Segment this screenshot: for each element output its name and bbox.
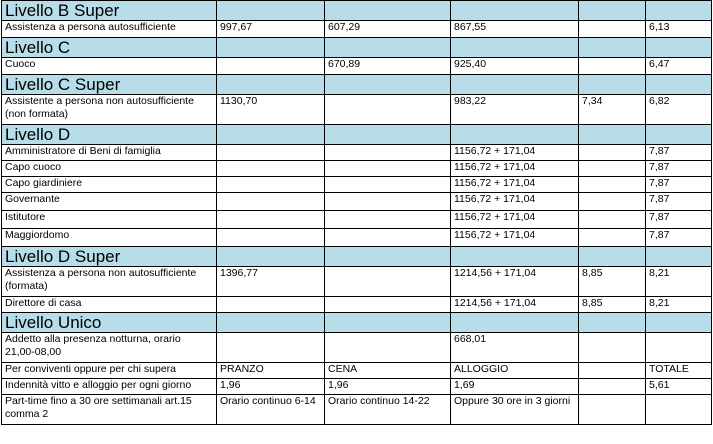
table-cell: 8,85 (579, 267, 646, 297)
section-header-cell (217, 38, 325, 58)
table-cell: 1,96 (217, 379, 325, 395)
section-heading: Livello C (2, 38, 217, 58)
section-heading: Livello B Super (2, 1, 217, 21)
table-cell: 7,87 (646, 193, 712, 211)
section-heading: Livello Unico (2, 313, 217, 333)
table-cell: 925,40 (451, 58, 579, 75)
table-cell: 7,87 (646, 229, 712, 247)
table-cell (325, 333, 451, 363)
table-row (2, 161, 712, 177)
table-cell: 1396,77 (217, 267, 325, 297)
table-cell: 1156,72 + 171,04 (451, 211, 579, 229)
table-cell (579, 363, 646, 379)
table-cell: 8,85 (579, 297, 646, 313)
section-header-cell (217, 75, 325, 95)
table-cell: Orario continuo 6-14 (217, 395, 325, 425)
section-header-cell (579, 38, 646, 58)
table-cell: 7,87 (646, 211, 712, 229)
section-heading: Livello D (2, 125, 217, 145)
table-cell: Assistente a persona non autosufficiente (non formata) (2, 95, 217, 125)
table-cell: Assistenza a persona autosufficiente (2, 21, 217, 38)
table-row (2, 193, 712, 211)
table-cell: 5,61 (646, 379, 712, 395)
table-cell: 983,22 (451, 95, 579, 125)
section-header-cell (325, 1, 451, 21)
section-header-cell (646, 125, 712, 145)
table-cell: 670,89 (325, 58, 451, 75)
section-header-cell (451, 1, 579, 21)
table-cell: 867,55 (451, 21, 579, 38)
table-cell (325, 177, 451, 193)
section-header-row (2, 1, 712, 21)
table-cell (579, 177, 646, 193)
section-header-cell (217, 247, 325, 267)
section-header-cell (646, 313, 712, 333)
table-cell (579, 395, 646, 425)
table-cell: Per conviventi oppure per chi supera (2, 363, 217, 379)
table-cell: 1156,72 + 171,04 (451, 229, 579, 247)
section-header-cell (217, 1, 325, 21)
table-cell (579, 161, 646, 177)
table-cell: 7,87 (646, 161, 712, 177)
table-row (2, 267, 712, 297)
section-heading: Livello C Super (2, 75, 217, 95)
table-cell: Part-time fino a 30 ore settimanali art.15 comma 2 (2, 395, 217, 425)
section-header-cell (325, 75, 451, 95)
section-header-cell (579, 1, 646, 21)
table-cell: Maggiordomo (2, 229, 217, 247)
table-cell (579, 21, 646, 38)
section-header-cell (451, 125, 579, 145)
section-header-cell (646, 247, 712, 267)
table-cell (579, 58, 646, 75)
table-cell: Capo giardiniere (2, 177, 217, 193)
table-cell (579, 379, 646, 395)
table-cell: 997,67 (217, 21, 325, 38)
table-row (2, 211, 712, 229)
table-cell (325, 193, 451, 211)
section-header-cell (325, 125, 451, 145)
section-header-cell (579, 75, 646, 95)
table-row (2, 229, 712, 247)
table-cell: 7,87 (646, 145, 712, 161)
table-row (2, 395, 712, 425)
section-header-cell (646, 38, 712, 58)
table-cell: Direttore di casa (2, 297, 217, 313)
table-cell (579, 333, 646, 363)
table-cell (325, 267, 451, 297)
section-header-cell (579, 125, 646, 145)
section-header-cell (451, 247, 579, 267)
table-cell (646, 395, 712, 425)
table-cell: 6,47 (646, 58, 712, 75)
table-cell (579, 229, 646, 247)
table-row (2, 145, 712, 161)
table-cell: 1156,72 + 171,04 (451, 193, 579, 211)
table-cell (217, 161, 325, 177)
table-cell: Addetto alla presenza notturna, orario 21,00-08,00 (2, 333, 217, 363)
section-header-cell (217, 313, 325, 333)
section-header-row (2, 247, 712, 267)
table-cell (325, 297, 451, 313)
section-header-cell (325, 38, 451, 58)
table-cell: 607,29 (325, 21, 451, 38)
table-cell: CENA (325, 363, 451, 379)
table-cell: 1214,56 + 171,04 (451, 297, 579, 313)
table-cell: 1214,56 + 171,04 (451, 267, 579, 297)
table-cell: TOTALE (646, 363, 712, 379)
section-header-cell (217, 125, 325, 145)
table-cell (217, 177, 325, 193)
table-cell (579, 211, 646, 229)
table-cell: Cuoco (2, 58, 217, 75)
section-header-cell (451, 75, 579, 95)
table-cell: Capo cuoco (2, 161, 217, 177)
table-cell: 668,01 (451, 333, 579, 363)
table-cell: Assistenza a persona non autosufficiente (formata) (2, 267, 217, 297)
table-cell: PRANZO (217, 363, 325, 379)
table-cell (217, 229, 325, 247)
table-cell: 8,21 (646, 267, 712, 297)
table-cell (217, 297, 325, 313)
table-cell (217, 145, 325, 161)
salary-table (1, 0, 712, 425)
table-cell: 7,87 (646, 177, 712, 193)
table-cell (325, 95, 451, 125)
table-cell (217, 211, 325, 229)
table-row (2, 21, 712, 38)
table-cell (325, 229, 451, 247)
section-header-cell (579, 313, 646, 333)
section-header-cell (579, 247, 646, 267)
table-cell (579, 193, 646, 211)
section-header-row (2, 38, 712, 58)
table-row (2, 333, 712, 363)
table-row (2, 95, 712, 125)
table-cell: 1,96 (325, 379, 451, 395)
table-cell (325, 211, 451, 229)
table-cell (217, 193, 325, 211)
section-header-cell (325, 247, 451, 267)
section-header-cell (451, 313, 579, 333)
table-row (2, 379, 712, 395)
table-cell: 1156,72 + 171,04 (451, 145, 579, 161)
section-header-cell (451, 38, 579, 58)
table-cell: 1130,70 (217, 95, 325, 125)
table-cell: Oppure 30 ore in 3 giorni (451, 395, 579, 425)
table-row (2, 177, 712, 193)
table-cell: 1156,72 + 171,04 (451, 161, 579, 177)
table-cell (579, 145, 646, 161)
table-row (2, 363, 712, 379)
table-row (2, 58, 712, 75)
table-cell: 8,21 (646, 297, 712, 313)
table-cell: Indennità vitto e alloggio per ogni giorno (2, 379, 217, 395)
table-cell: Amministratore di Beni di famiglia (2, 145, 217, 161)
table-cell: 6,82 (646, 95, 712, 125)
table-cell (217, 333, 325, 363)
table-cell (217, 58, 325, 75)
section-header-row (2, 75, 712, 95)
salary-table-body (2, 1, 712, 425)
table-cell: 1156,72 + 171,04 (451, 177, 579, 193)
section-header-cell (646, 1, 712, 21)
table-cell: Governante (2, 193, 217, 211)
table-row (2, 297, 712, 313)
table-cell: 7,34 (579, 95, 646, 125)
section-header-cell (646, 75, 712, 95)
section-heading: Livello D Super (2, 247, 217, 267)
table-cell (325, 161, 451, 177)
section-header-cell (325, 313, 451, 333)
table-cell: ALLOGGIO (451, 363, 579, 379)
section-header-row (2, 125, 712, 145)
table-cell (646, 333, 712, 363)
section-header-row (2, 313, 712, 333)
table-cell: Orario continuo 14-22 (325, 395, 451, 425)
table-cell: 1,69 (451, 379, 579, 395)
table-cell: Istitutore (2, 211, 217, 229)
table-cell (325, 145, 451, 161)
table-cell: 6,13 (646, 21, 712, 38)
